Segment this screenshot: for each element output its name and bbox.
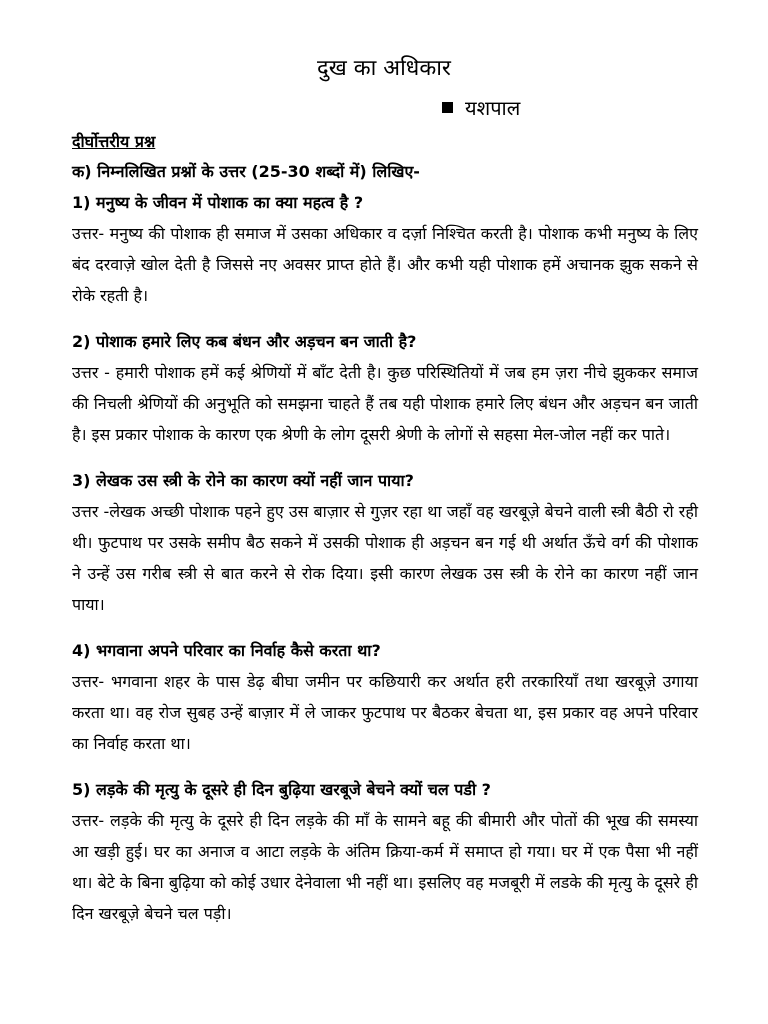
answer-text: उत्तर- भगवाना शहर के पास डेढ़ बीघा जमीन पर कछियारी कर अर्थात हरी तरकारियाँ तथा खरबूज़े उगाया करता था। वह रोज सुबह उन्हें बाज़ार में ले जाकर फुटपाथ पर बैठकर बेचता था, इस प्रकार वह अपने परिवार का निर्वाह करता था।: [72, 672, 698, 753]
bullet-square-icon: [442, 102, 453, 113]
answer-text: उत्तर- मनुष्य की पोशाक ही समाज में उसका अधिकार व दर्ज़ा निश्चित करती है। पोशाक कभी मनुष्य के लिए बंद दरवाज़े खोल देती है जिससे नए अवसर प्राप्त होते हैं। और कभी यही पोशाक हमें अचानक झुक सकने से रोके रहती है।: [72, 224, 698, 305]
author-name: यशपाल: [465, 96, 521, 120]
page-title: दुख का अधिकार: [317, 56, 451, 81]
question-text: 4) भगवाना अपने परिवार का निर्वाह कैसे करता था?: [72, 641, 381, 660]
instruction-text: क) निम्नलिखित प्रश्नों के उत्तर (25-30 शब्दों में) लिखिए-: [72, 162, 420, 181]
author-line: [442, 94, 520, 122]
question-text: 3) लेखक उस स्त्री के रोने का कारण क्यों नहीं जान पाया?: [72, 471, 414, 490]
qa-item: [72, 187, 698, 311]
question-text: 1) मनुष्य के जीवन में पोशाक का क्या महत्व है ?: [72, 193, 364, 212]
qa-item: [72, 465, 698, 620]
answer-text: उत्तर - हमारी पोशाक हमें कई श्रेणियों में बाँट देती है। कुछ परिस्थितियों में जब हम ज़रा नीचे झुककर समाज की निचली श्रेणियों की अनुभूति को समझना चाहते हैं तब यही पोशाक हमारे लिए बंधन और अड़चन बन जाती है। इस प्रकार पोशाक के कारण एक श्रेणी के लोग दूसरी श्रेणी के लोगों से सहसा मेल-जोल नहीं कर पाते।: [72, 363, 698, 444]
qa-item: [72, 635, 698, 759]
answer-text: उत्तर- लड़के की मृत्यु के दूसरे ही दिन लड़के की माँ के सामने बहू की बीमारी और पोतों की भूख की समस्या आ खड़ी हुई। घर का अनाज व आटा लड़के के अंतिम क्रिया-कर्म में समाप्त हो गया। घर में एक पैसा भी नहीं था। बेटे के बिना बुढ़िया को कोई उधार देनेवाला भी नहीं था। इसलिए वह मजबूरी में लडके की मृत्यु के दूसरे ही दिन खरबूज़े बेचने चल पड़ी।: [72, 811, 698, 923]
section-heading: दीर्घोत्तरीय प्रश्न: [72, 132, 156, 151]
qa-item: [72, 326, 698, 450]
question-text: 2) पोशाक हमारे लिए कब बंधन और अड़चन बन जाती है?: [72, 332, 417, 351]
answer-text: उत्तर -लेखक अच्छी पोशाक पहने हुए उस बाज़ार से गुज़र रहा था जहाँ वह खरबूज़े बेचने वाली स्त्री बैठी रो रही थी। फुटपाथ पर उसके समीप बैठ सकने में उसकी पोशाक ही अड़चन बन गई थी अर्थात ऊँचे वर्ग की पोशाक ने उन्हें उस गरीब स्त्री से बात करने से रोक दिया। इसी कारण लेखक उस स्त्री के रोने का कारण नहीं जान पाया।: [72, 502, 698, 614]
qa-item: [72, 774, 698, 929]
question-text: 5) लड़के की मृत्यु के दूसरे ही दिन बुढ़िया खरबूजे बेचने क्यों चल पडी ?: [72, 780, 491, 799]
content-body: [72, 128, 698, 929]
